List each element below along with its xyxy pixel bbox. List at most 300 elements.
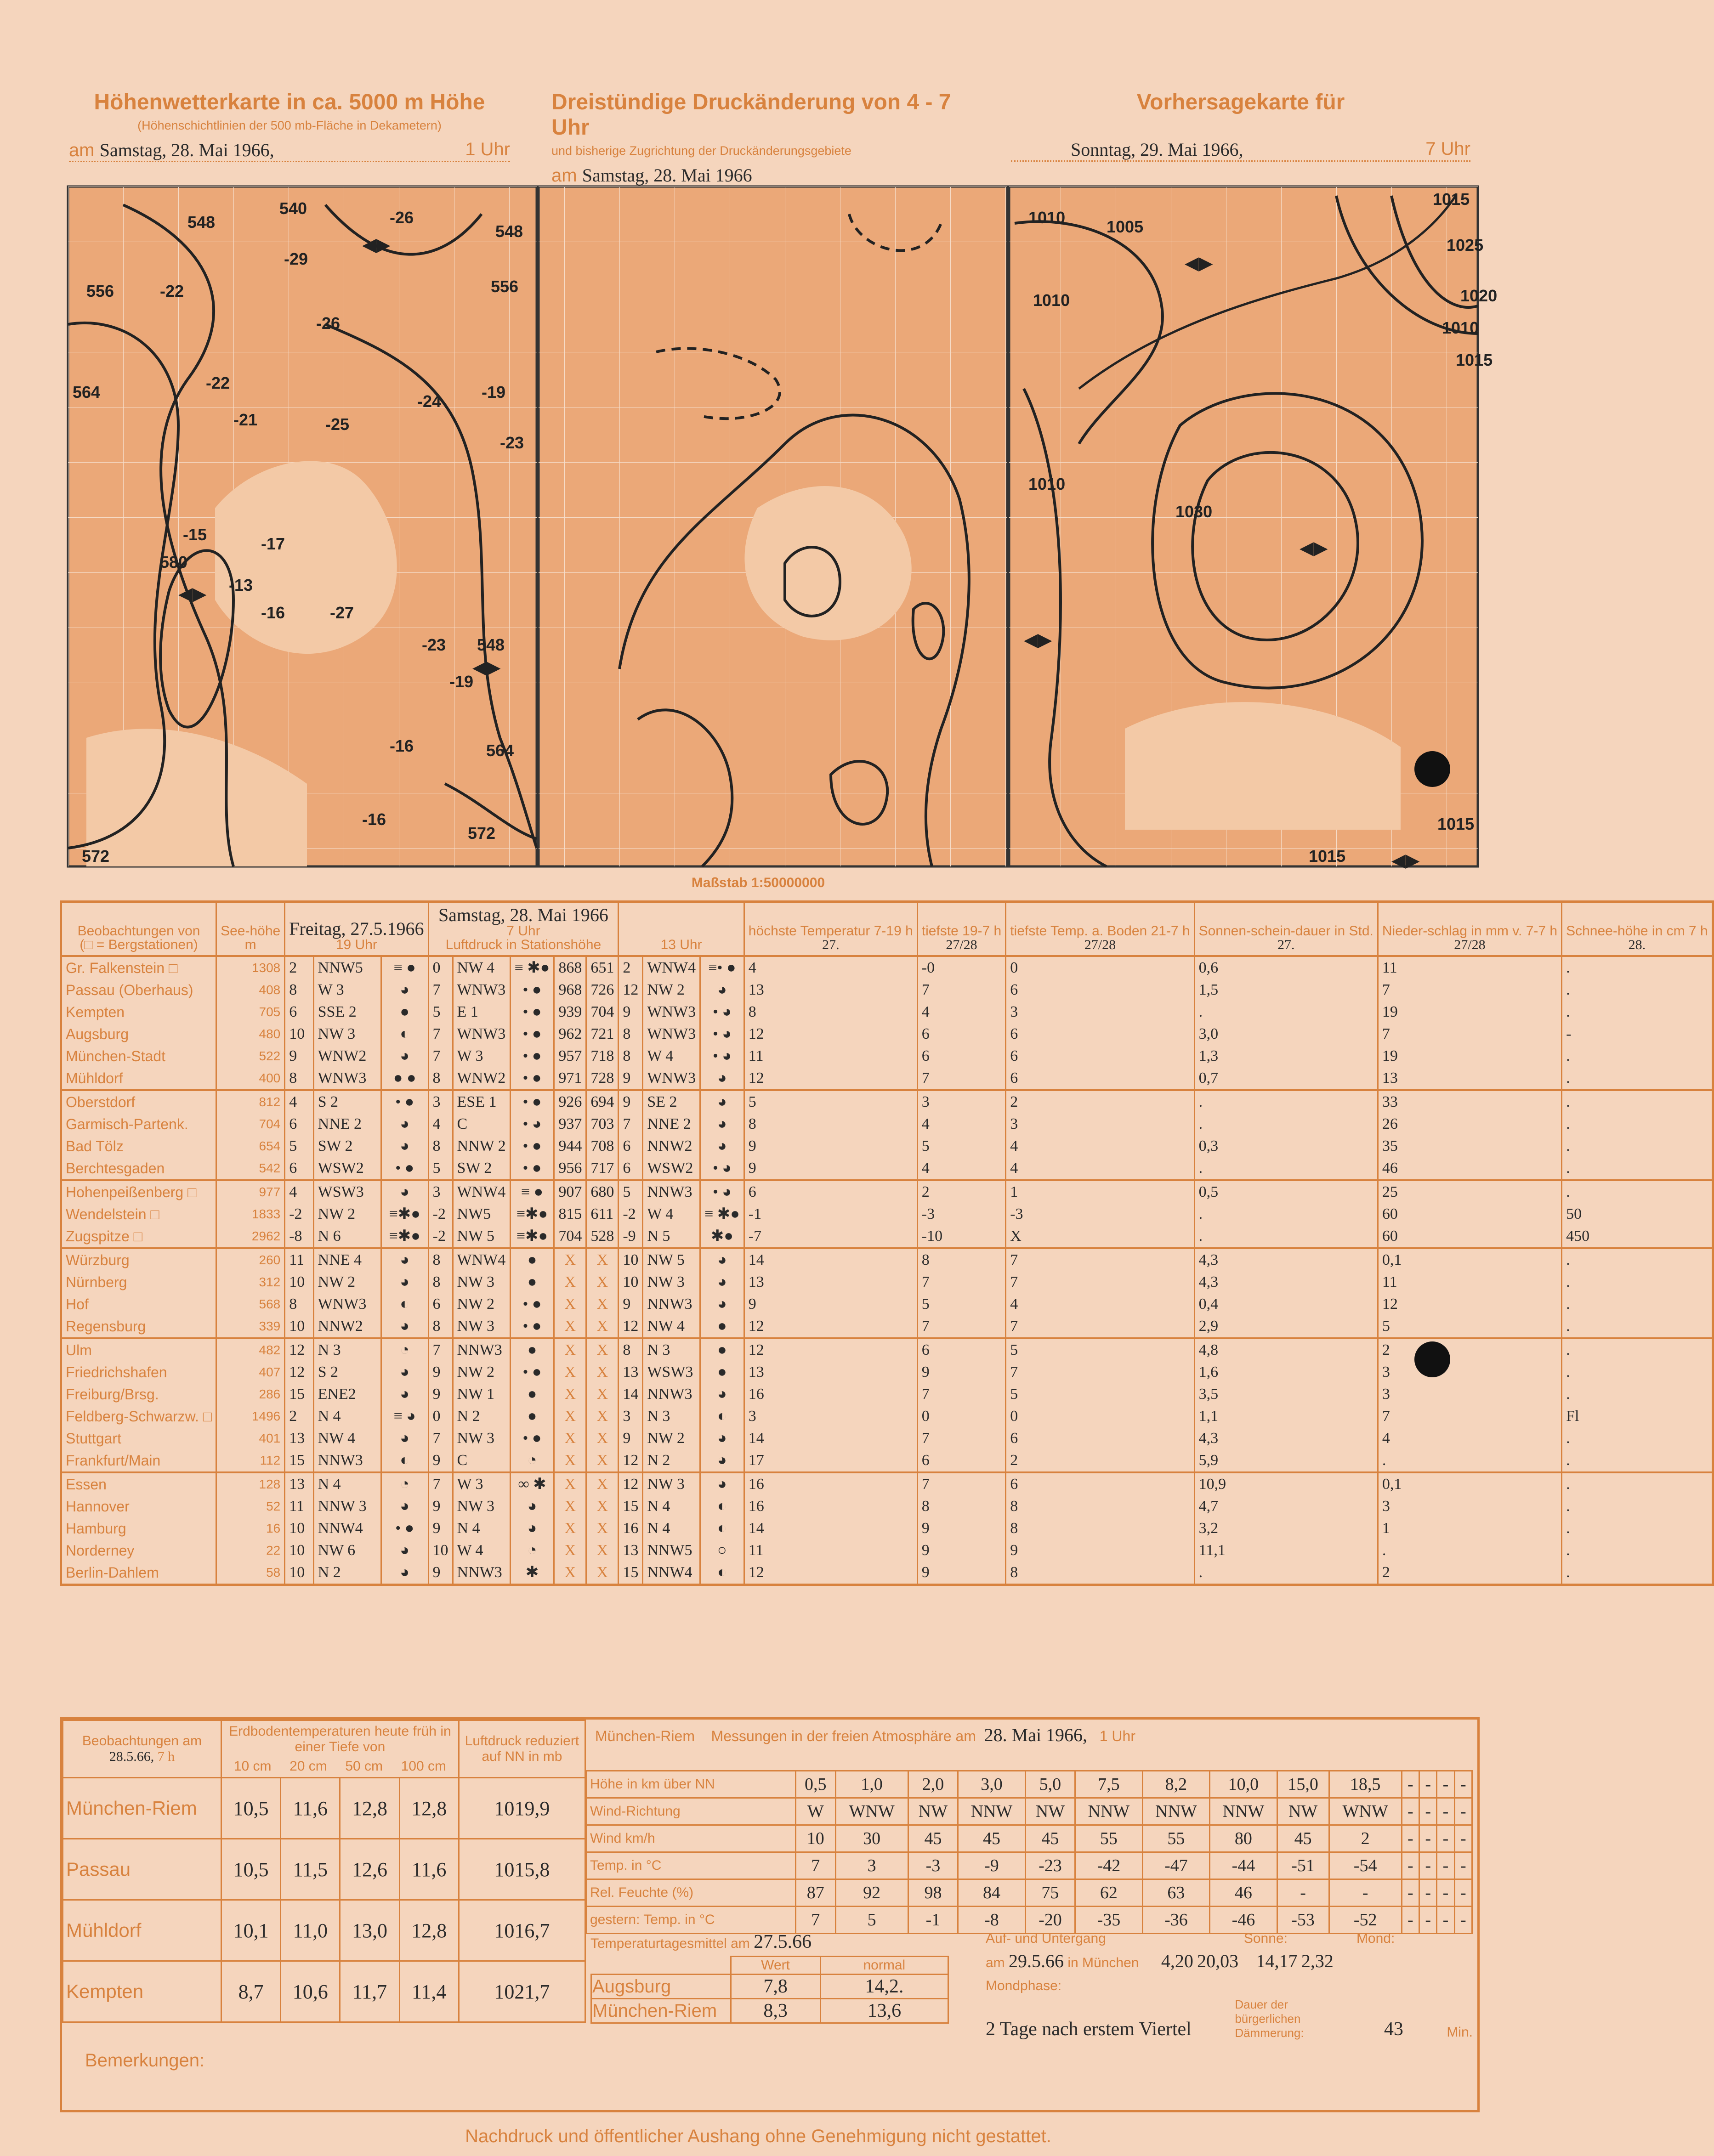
weather-symbol: ◕ (700, 1427, 744, 1449)
obs-cell: 9 (744, 1157, 917, 1180)
station-elevation: 482 (216, 1338, 285, 1361)
aero-cell: -53 (1277, 1907, 1329, 1934)
obs-cell: Fl (1562, 1405, 1713, 1427)
weather-symbol: ◔ (510, 1449, 554, 1472)
obs-cell: 8 (285, 1067, 313, 1090)
obs-cell: 6 (1006, 1067, 1194, 1090)
station-elevation: 1308 (216, 956, 285, 979)
m1-contour-label: 564 (73, 383, 101, 402)
aero-cell: -52 (1329, 1907, 1402, 1934)
aero-cell: - (1437, 1798, 1454, 1825)
m3-contour-label: 1015 (1309, 847, 1346, 866)
obs-cell: 4,7 (1194, 1495, 1378, 1517)
obs-cell: NW 2 (643, 1427, 700, 1449)
obs-cell: 12 (744, 1067, 917, 1090)
obs-cell: 3 (1006, 1113, 1194, 1135)
obs-cell: 4 (1378, 1427, 1561, 1449)
m3-contour-label: 1015 (1433, 190, 1470, 209)
station-elevation: 1833 (216, 1203, 285, 1225)
m3-contour-label: 1005 (1107, 217, 1144, 236)
obs-cell: N 4 (643, 1495, 700, 1517)
station-name: Feldberg-Schwarzw. □ (61, 1405, 216, 1427)
weather-symbol: ◕ (510, 1495, 554, 1517)
aero-row-label: Wind-Richtung (587, 1798, 796, 1825)
m1-contour-label: -16 (261, 603, 285, 622)
weather-symbol: • ● (510, 1361, 554, 1383)
m1-contour-label: 572 (468, 824, 496, 843)
station-elevation: 286 (216, 1383, 285, 1405)
aero-cell: - (1419, 1798, 1437, 1825)
pressure-cell: X (586, 1315, 619, 1338)
pressure-cell: X (554, 1405, 586, 1427)
station-name: Regensburg (61, 1315, 216, 1338)
obs-cell: NW 2 (643, 979, 700, 1001)
obs-cell: 1 (1378, 1517, 1561, 1539)
obs-cell: 8 (619, 1023, 643, 1045)
obs-cell: N 2 (453, 1405, 510, 1427)
map-scale: Maßstab 1:50000000 (691, 875, 825, 890)
obs-cell: - (1562, 1023, 1713, 1045)
aero-cell: - (1277, 1879, 1329, 1907)
obs-cell: 8 (1006, 1517, 1194, 1539)
m1-contour-label: 548 (187, 213, 216, 232)
obs-cell: 7 (428, 1472, 453, 1495)
aero-cell: - (1454, 1771, 1472, 1798)
obs-cell: WNW4 (453, 1248, 510, 1271)
m1-contour-label: -19 (449, 672, 474, 691)
obs-cell: 3 (1378, 1495, 1561, 1517)
map1-dateline: am Samstag, 28. Mai 1966, 1 Uhr (69, 139, 510, 162)
obs-cell: 9 (917, 1562, 1005, 1585)
soil-row: Mühldorf 10,1 11,0 13,0 12,8 1016,7 (63, 1900, 585, 1961)
station-elevation: 812 (216, 1090, 285, 1113)
obs-cell: NNW4 (643, 1562, 700, 1585)
pressure-cell: X (554, 1315, 586, 1338)
weather-symbol: ● (700, 1361, 744, 1383)
obs-cell: 46 (1378, 1157, 1561, 1180)
obs-cell: . (1562, 1090, 1713, 1113)
weather-symbol: ≡ ● (510, 1180, 554, 1203)
station-name: Freiburg/Brsg. (61, 1383, 216, 1405)
aero-cell: -3 (908, 1852, 958, 1879)
aero-cell: - (1454, 1825, 1472, 1852)
obs-cell: 8 (428, 1248, 453, 1271)
station-elevation: 52 (216, 1495, 285, 1517)
station-elevation: 705 (216, 1001, 285, 1023)
obs-cell: 16 (744, 1472, 917, 1495)
obs-cell: . (1562, 1045, 1713, 1067)
weather-maps (68, 187, 1498, 871)
obs-cell: 6 (619, 1135, 643, 1157)
obs-cell: NW 2 (453, 1361, 510, 1383)
aero-cell: 5,0 (1025, 1771, 1075, 1798)
weather-symbol: • ● (510, 1293, 554, 1315)
obs-cell: 3 (917, 1090, 1005, 1113)
obs-cell: 9 (428, 1562, 453, 1585)
obs-cell: 7 (428, 979, 453, 1001)
obs-cell: 4 (285, 1180, 313, 1203)
svg-text:◀▶: ◀▶ (1391, 850, 1420, 871)
station-name: Wendelstein □ (61, 1203, 216, 1225)
obs-cell: NNE 2 (643, 1113, 700, 1135)
pressure-cell: X (554, 1562, 586, 1585)
weather-symbol: • ● (510, 1090, 554, 1113)
station-row (61, 1113, 1713, 1135)
station-elevation: 480 (216, 1023, 285, 1045)
weather-symbol: ◐ (700, 1517, 744, 1539)
station-row (61, 1517, 1713, 1539)
obs-cell: 12 (619, 1449, 643, 1472)
aero-cell: 0,5 (796, 1771, 836, 1798)
m1-contour-label: -24 (417, 392, 442, 411)
obs-cell: 0 (428, 1405, 453, 1427)
obs-cell: 16 (744, 1495, 917, 1517)
m1-contour-label: -26 (316, 314, 341, 333)
pressure-cell: X (554, 1517, 586, 1539)
aero-cell: - (1402, 1798, 1419, 1825)
weather-symbol: ● ● (381, 1067, 428, 1090)
obs-cell: -2 (285, 1203, 313, 1225)
aero-cell: - (1329, 1879, 1402, 1907)
obs-cell: . (1194, 1225, 1378, 1248)
obs-cell: 7 (1378, 1405, 1561, 1427)
station-elevation: 312 (216, 1271, 285, 1293)
obs-cell: 9 (428, 1361, 453, 1383)
obs-cell: NNW3 (643, 1293, 700, 1315)
obs-cell: 3 (1378, 1361, 1561, 1383)
m1-contour-label: 540 (279, 199, 307, 218)
obs-cell: NNW3 (313, 1449, 381, 1472)
aero-cell: -54 (1329, 1852, 1402, 1879)
obs-cell: NW 3 (643, 1271, 700, 1293)
m1-contour-label: -22 (160, 282, 184, 300)
obs-cell: 0 (1006, 1405, 1194, 1427)
weather-symbol: ◕ (381, 1562, 428, 1585)
weather-symbol: ◐ (381, 1293, 428, 1315)
obs-cell: WSW2 (313, 1157, 381, 1180)
obs-cell: 4 (1006, 1135, 1194, 1157)
obs-cell: 4 (917, 1001, 1005, 1023)
soil-row: Passau 10,5 11,5 12,6 11,6 1015,8 (63, 1839, 585, 1900)
aero-cell: WNW (835, 1798, 908, 1825)
obs-cell: N 6 (313, 1225, 381, 1248)
obs-cell: 5 (428, 1001, 453, 1023)
aero-cell: - (1437, 1825, 1454, 1852)
m1-contour-label: -15 (183, 525, 207, 544)
obs-cell: . (1562, 1517, 1713, 1539)
station-elevation: 704 (216, 1113, 285, 1135)
obs-cell: WNW3 (643, 1067, 700, 1090)
station-row (61, 1495, 1713, 1517)
station-name: Würzburg (61, 1248, 216, 1271)
obs-cell: 1,1 (1194, 1405, 1378, 1427)
weather-symbol: ≡ ● (381, 956, 428, 979)
obs-cell: NW 2 (313, 1271, 381, 1293)
obs-cell: 0,1 (1378, 1472, 1561, 1495)
aero-cell: 7,5 (1075, 1771, 1143, 1798)
obs-cell: 1,5 (1194, 979, 1378, 1001)
station-row (61, 1271, 1713, 1293)
obs-cell: 5 (428, 1157, 453, 1180)
obs-cell: NW 2 (313, 1203, 381, 1225)
weather-symbol: ◕ (700, 1248, 744, 1271)
obs-cell: . (1562, 1472, 1713, 1495)
obs-cell: 2,9 (1194, 1315, 1378, 1338)
aero-row (587, 1771, 1472, 1798)
obs-cell: 6 (1006, 1023, 1194, 1045)
obs-cell: 11 (744, 1045, 917, 1067)
svg-text:◀▶: ◀▶ (1024, 629, 1052, 651)
aero-cell: NW (908, 1798, 958, 1825)
obs-cell: 60 (1378, 1203, 1561, 1225)
obs-cell: WSW3 (313, 1180, 381, 1203)
obs-cell: 3,0 (1194, 1023, 1378, 1045)
aero-cell: 10 (796, 1825, 836, 1852)
obs-cell: 17 (744, 1449, 917, 1472)
obs-cell: WSW3 (643, 1361, 700, 1383)
obs-cell: WNW4 (453, 1180, 510, 1203)
weather-symbol: • ● (381, 1517, 428, 1539)
m1-contour-label: 556 (491, 277, 519, 296)
remarks-label: Bemerkungen: (85, 2050, 205, 2071)
station-row (61, 1203, 1713, 1225)
m1-contour-label: 572 (82, 847, 110, 866)
station-elevation: 542 (216, 1157, 285, 1180)
station-name: Gr. Falkenstein □ (61, 956, 216, 979)
obs-cell: 968 (554, 979, 586, 1001)
m3-contour-label: 1010 (1442, 318, 1479, 337)
aero-cell: - (1437, 1771, 1454, 1798)
weather-symbol: • ◕ (700, 1157, 744, 1180)
obs-cell: NNW3 (643, 1383, 700, 1405)
aero-cell: - (1454, 1879, 1472, 1907)
weather-symbol: • ● (510, 1427, 554, 1449)
weather-symbol: ◕ (381, 1113, 428, 1135)
obs-cell: 16 (619, 1517, 643, 1539)
weather-symbol: ◕ (381, 1315, 428, 1338)
station-name: Berlin-Dahlem (61, 1562, 216, 1585)
station-row (61, 1225, 1713, 1248)
weather-symbol: ◕ (381, 1361, 428, 1383)
station-name: Garmisch-Partenk. (61, 1113, 216, 1135)
obs-cell: . (1562, 1135, 1713, 1157)
obs-cell: 11 (285, 1248, 313, 1271)
weather-symbol: ◕ (700, 1472, 744, 1495)
aero-cell: 80 (1210, 1825, 1277, 1852)
obs-cell: 3,2 (1194, 1517, 1378, 1539)
weather-symbol: ◔ (510, 1539, 554, 1562)
obs-cell: 9 (285, 1045, 313, 1067)
aero-cell: WNW (1329, 1798, 1402, 1825)
obs-cell: . (1194, 1001, 1378, 1023)
obs-cell: 2 (619, 956, 643, 979)
obs-cell: 9 (619, 1293, 643, 1315)
aero-cell: -8 (958, 1907, 1026, 1934)
aero-cell: NNW (1075, 1798, 1143, 1825)
obs-cell: 6 (917, 1023, 1005, 1045)
obs-cell: 957 (554, 1045, 586, 1067)
weather-symbol: • ● (510, 979, 554, 1001)
weather-symbol: • ● (510, 1135, 554, 1157)
obs-cell: 14 (619, 1383, 643, 1405)
obs-cell: . (1562, 1427, 1713, 1449)
obs-body (61, 956, 1713, 1585)
soil-temperature-table: Beobachtungen am 28.5.66, 7 h Erdbodentemperaturen heute früh in einer Tiefe von 10 cm 20 cm 50 cm 100 cm Luftdruck reduziert auf NN in mb München-Riem 10,5 11,6 12,8 12,8 1019,9 Passau 10,5 11,5 12,6 11,6 1015,8 Mühldorf 10,1 11,0 13,0 12,8 1016,7 Kempten 8,7 10,6 11,7 11,4 1021,7 (62, 1720, 586, 2023)
obs-cell: 450 (1562, 1225, 1713, 1248)
weather-symbol: • ● (381, 1090, 428, 1113)
obs-cell: 50 (1562, 1203, 1713, 1225)
aero-cell: 55 (1075, 1825, 1143, 1852)
weather-symbol: ≡✱● (381, 1225, 428, 1248)
m1-contour-label: -27 (330, 603, 354, 622)
obs-cell: NW 3 (453, 1315, 510, 1338)
obs-cell: NNW 2 (453, 1135, 510, 1157)
obs-cell: NW 6 (313, 1539, 381, 1562)
m1-contour-label: -16 (390, 736, 414, 755)
obs-cell: 8 (428, 1135, 453, 1157)
obs-cell: NW 5 (643, 1248, 700, 1271)
aero-cell: NNW (958, 1798, 1026, 1825)
obs-cell: WNW2 (313, 1045, 381, 1067)
obs-cell: 721 (586, 1023, 619, 1045)
weather-symbol: ◕ (700, 1113, 744, 1135)
map2-dateline: am Samstag, 28. Mai 1966 (551, 164, 983, 187)
obs-cell: 680 (586, 1180, 619, 1203)
station-row (61, 1045, 1713, 1067)
obs-cell: N 3 (643, 1405, 700, 1427)
obs-cell: N 5 (643, 1225, 700, 1248)
obs-cell: 14 (744, 1517, 917, 1539)
punch-hole-top (1414, 751, 1450, 787)
upper-air-table (586, 1770, 1473, 1934)
obs-cell: 2 (1006, 1090, 1194, 1113)
station-row (61, 1472, 1713, 1495)
aero-cell: 62 (1075, 1879, 1143, 1907)
station-row (61, 1361, 1713, 1383)
obs-cell: 1 (1006, 1180, 1194, 1203)
m1-contour-label: -17 (261, 534, 285, 553)
obs-cell: 12 (744, 1315, 917, 1338)
obs-cell: 718 (586, 1045, 619, 1067)
aero-cell: -42 (1075, 1852, 1143, 1879)
weather-symbol: ◕ (381, 1383, 428, 1405)
obs-cell: N 4 (313, 1472, 381, 1495)
obs-cell: 6 (1006, 1045, 1194, 1067)
obs-cell: 0 (428, 956, 453, 979)
weather-symbol: ◕ (700, 1293, 744, 1315)
obs-cell: 651 (586, 956, 619, 979)
soil-row: Kempten 8,7 10,6 11,7 11,4 1021,7 (63, 1961, 585, 2022)
obs-cell: NW 4 (453, 956, 510, 979)
station-name: München-Stadt (61, 1045, 216, 1067)
station-row (61, 1001, 1713, 1023)
aero-cell: - (1419, 1825, 1437, 1852)
obs-cell: 7 (1378, 979, 1561, 1001)
obs-cell: 7 (917, 1315, 1005, 1338)
weather-symbol: ≡ ✱● (700, 1203, 744, 1225)
aero-cell: 45 (908, 1825, 958, 1852)
obs-cell: 7 (1006, 1315, 1194, 1338)
obs-cell: 11 (285, 1495, 313, 1517)
obs-cell: . (1562, 1180, 1713, 1203)
obs-cell: 3 (744, 1405, 917, 1427)
obs-cell: 8 (744, 1001, 917, 1023)
aero-cell: 55 (1142, 1825, 1210, 1852)
obs-cell: -7 (744, 1225, 917, 1248)
weather-symbol: ◐ (381, 1023, 428, 1045)
m1-contour-label: -23 (500, 433, 524, 452)
obs-cell: 15 (619, 1562, 643, 1585)
weather-symbol: ◕ (700, 1449, 744, 1472)
map3-dateline: Sonntag, 29. Mai 1966, 7 Uhr (1011, 139, 1470, 162)
weather-symbol: ● (510, 1338, 554, 1361)
station-name: Kempten (61, 1001, 216, 1023)
obs-cell: 19 (1378, 1001, 1561, 1023)
station-name: Norderney (61, 1539, 216, 1562)
obs-cell: 7 (917, 1067, 1005, 1090)
obs-cell: W 4 (453, 1539, 510, 1562)
obs-cell: 2 (1006, 1449, 1194, 1472)
obs-cell: WNW3 (313, 1293, 381, 1315)
pressure-cell: X (586, 1562, 619, 1585)
pressure-cell: X (554, 1248, 586, 1271)
obs-cell: 9 (619, 1090, 643, 1113)
aero-cell: - (1402, 1879, 1419, 1907)
soil-row: München-Riem 10,5 11,6 12,8 12,8 1019,9 (63, 1778, 585, 1839)
obs-cell: S 2 (313, 1361, 381, 1383)
obs-cell: 528 (586, 1225, 619, 1248)
aero-row (587, 1798, 1472, 1825)
obs-cell: 60 (1378, 1225, 1561, 1248)
aero-cell: 46 (1210, 1879, 1277, 1907)
obs-cell: NW 3 (453, 1495, 510, 1517)
obs-cell: WNW3 (453, 1023, 510, 1045)
m3-contour-label: 1010 (1028, 208, 1066, 227)
weather-symbol: • ◕ (510, 1113, 554, 1135)
obs-cell: 5 (1378, 1315, 1561, 1338)
obs-cell: C (453, 1113, 510, 1135)
obs-cell: 6 (744, 1180, 917, 1203)
m3-contour-label: 1015 (1437, 815, 1475, 833)
obs-cell: 13 (285, 1427, 313, 1449)
weather-symbol: ◕ (700, 1090, 744, 1113)
station-elevation: 401 (216, 1427, 285, 1449)
obs-cell: NNW2 (313, 1315, 381, 1338)
aero-cell: - (1419, 1879, 1437, 1907)
obs-cell: 0,6 (1194, 956, 1378, 979)
obs-cell: 11,1 (1194, 1539, 1378, 1562)
aero-cell: 45 (1277, 1825, 1329, 1852)
obs-cell: 12 (619, 979, 643, 1001)
weather-symbol: ≡✱● (510, 1225, 554, 1248)
station-elevation: 568 (216, 1293, 285, 1315)
station-name: Zugspitze □ (61, 1225, 216, 1248)
map2-header (551, 90, 983, 187)
aero-cell: - (1454, 1798, 1472, 1825)
m1-contour-label: -25 (325, 415, 350, 434)
obs-cell: . (1194, 1157, 1378, 1180)
lower-section (60, 1717, 1480, 2112)
obs-cell: N 4 (643, 1517, 700, 1539)
weather-symbol: ◕ (510, 1517, 554, 1539)
station-name: Augsburg (61, 1023, 216, 1045)
obs-cell: 10 (285, 1539, 313, 1562)
obs-cell: NNW5 (313, 956, 381, 979)
station-row (61, 1427, 1713, 1449)
weather-symbol: ◐ (700, 1562, 744, 1585)
aero-cell: 87 (796, 1879, 836, 1907)
weather-symbol: ● (510, 1383, 554, 1405)
